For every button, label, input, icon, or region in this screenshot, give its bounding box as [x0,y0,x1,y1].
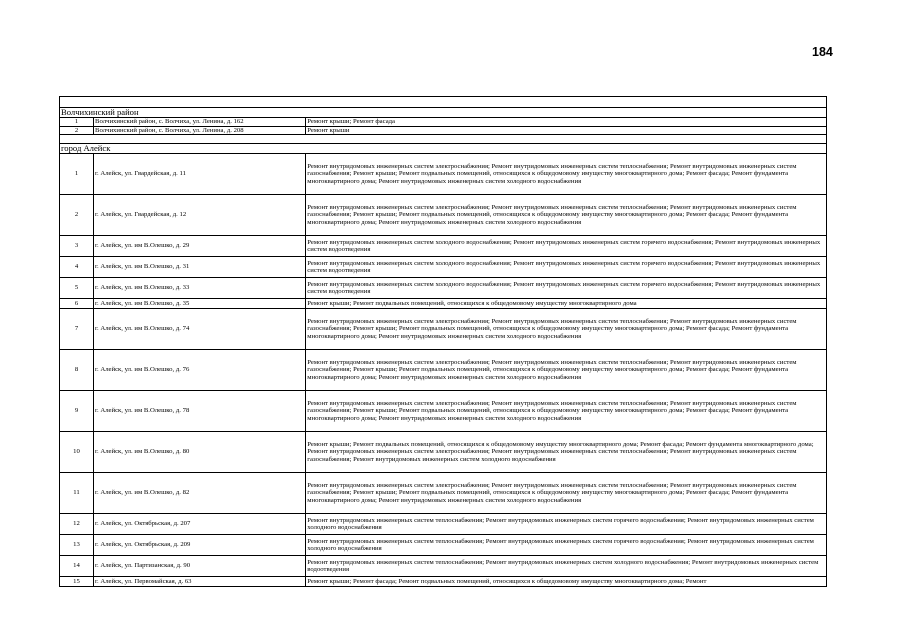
table-row [60,299,827,309]
row-address: г. Алейск, ул. им В.Олешко, д. 78 [94,391,306,432]
table-row [60,391,827,432]
page-number: 184 [812,45,833,59]
row-works: Ремонт внутридомовых инженерных систем теплоснабжения; Ремонт внутридомовых инженерных систем горячего водоснабжения; Ремонт внутридомовых инженерных систем холодного водоснабжения [306,535,827,556]
row-address: г. Алейск, ул. им В.Олешко, д. 80 [94,432,306,473]
row-works: Ремонт крыши; Ремонт подвальных помещений, относящихся к общедомовому имуществу многоквартирного дома [306,299,827,309]
row-address: г. Алейск, ул. Октябрьская, д. 207 [94,514,306,535]
table-row [60,154,827,195]
row-address: г. Алейск, ул. Партизанская, д. 90 [94,556,306,577]
row-number: 2 [60,195,94,236]
row-works: Ремонт внутридомовых инженерных систем холодного водоснабжения; Ремонт внутридомовых инженерных систем горячего водоснабжения; Ремонт внутридомовых инженерных систем водоотведения [306,278,827,299]
table-row [60,309,827,350]
row-number: 8 [60,350,94,391]
row-works: Ремонт внутридомовых инженерных систем электроснабжения; Ремонт внутридомовых инженерных систем теплоснабжения; Ремонт внутридомовых инженерных систем газоснабжения; Ремонт крыши; Ремонт подвальных помещений, относящихся к общедомовому имуществу многоквартирного дома; Ремонт фасада; Ремонт фундамента многоквартирного дома; Ремонт внутридомовых инженерных систем холодного водоснабжения [306,309,827,350]
row-works: Ремонт внутридомовых инженерных систем теплоснабжения; Ремонт внутридомовых инженерных систем холодного водоснабжения; Ремонт внутридомовых инженерных систем водоотведения [306,556,827,577]
table-row [60,257,827,278]
row-number: 4 [60,257,94,278]
row-number: 14 [60,556,94,577]
row-works: Ремонт внутридомовых инженерных систем электроснабжения; Ремонт внутридомовых инженерных систем теплоснабжения; Ремонт внутридомовых инженерных систем газоснабжения; Ремонт крыши; Ремонт подвальных помещений, относящихся к общедомовому имуществу многоквартирного дома; Ремонт фасада; Ремонт фундамента многоквартирного дома; Ремонт внутридомовых инженерных систем холодного водоснабжения [306,473,827,514]
row-address: г. Алейск, ул. им В.Олешко, д. 76 [94,350,306,391]
row-number: 3 [60,236,94,257]
row-number: 5 [60,278,94,299]
row-works: Ремонт внутридомовых инженерных систем электроснабжения; Ремонт внутридомовых инженерных систем теплоснабжения; Ремонт внутридомовых инженерных систем газоснабжения; Ремонт крыши; Ремонт подвальных помещений, относящихся к общедомовому имуществу многоквартирного дома; Ремонт фасада; Ремонт фундамента многоквартирного дома; Ремонт внутридомовых инженерных систем холодного водоснабжения [306,154,827,195]
row-number: 6 [60,299,94,309]
table-row [60,350,827,391]
row-address: г. Алейск, ул. им В.Олешко, д. 74 [94,309,306,350]
row-number: 15 [60,577,94,587]
row-works: Ремонт внутридомовых инженерных систем теплоснабжения; Ремонт внутридомовых инженерных систем горячего водоснабжения; Ремонт внутридомовых инженерных систем холодного водоснабжения [306,514,827,535]
section-spacer [60,135,827,144]
section-title: Волчихинский район [60,108,827,118]
row-number: 1 [60,154,94,195]
row-number: 7 [60,309,94,350]
row-address: г. Алейск, ул. Гвардейская, д. 12 [94,195,306,236]
row-works: Ремонт внутридомовых инженерных систем холодного водоснабжения; Ремонт внутридомовых инженерных систем горячего водоснабжения; Ремонт внутридомовых инженерных систем водоотведения [306,257,827,278]
table-row [60,473,827,514]
table-body [60,97,827,587]
table-row [60,514,827,535]
section-title: город Алейск [60,144,827,154]
table-row [60,432,827,473]
row-works: Ремонт внутридомовых инженерных систем холодного водоснабжения; Ремонт внутридомовых инженерных систем горячего водоснабжения; Ремонт внутридомовых инженерных систем водоотведения [306,236,827,257]
table-row [60,577,827,587]
row-works: Ремонт крыши; Ремонт фасада; Ремонт подвальных помещений, относящихся к общедомовому имуществу многоквартирного дома; Ремонт [306,577,827,587]
row-address: г. Алейск, ул. им В.Олешко, д. 82 [94,473,306,514]
table-row [60,236,827,257]
row-number: 9 [60,391,94,432]
row-address: г. Алейск, ул. им В.Олешко, д. 33 [94,278,306,299]
row-address: Волчихинский район, с. Волчиха, ул. Ленина, д. 162 [94,118,306,127]
row-number: 12 [60,514,94,535]
row-number: 10 [60,432,94,473]
row-address: г. Алейск, ул. им В.Олешко, д. 35 [94,299,306,309]
section-header-row [60,144,827,154]
row-number: 11 [60,473,94,514]
table-row [60,118,827,127]
works-table [59,96,827,587]
row-works: Ремонт внутридомовых инженерных систем электроснабжения; Ремонт внутридомовых инженерных систем теплоснабжения; Ремонт внутридомовых инженерных систем газоснабжения; Ремонт крыши; Ремонт подвальных помещений, относящихся к общедомовому имуществу многоквартирного дома; Ремонт фасада; Ремонт фундамента многоквартирного дома; Ремонт внутридомовых инженерных систем холодного водоснабжения [306,350,827,391]
row-number: 1 [60,118,94,127]
row-number: 2 [60,126,94,135]
row-address: г. Алейск, ул. Октябрьская, д. 209 [94,535,306,556]
table-row [60,535,827,556]
row-number: 13 [60,535,94,556]
table-row [60,278,827,299]
table-row [60,195,827,236]
row-address: Волчихинский район, с. Волчиха, ул. Ленина, д. 208 [94,126,306,135]
row-address: г. Алейск, ул. им В.Олешко, д. 31 [94,257,306,278]
row-works: Ремонт внутридомовых инженерных систем электроснабжения; Ремонт внутридомовых инженерных систем теплоснабжения; Ремонт внутридомовых инженерных систем газоснабжения; Ремонт крыши; Ремонт подвальных помещений, относящихся к общедомовому имуществу многоквартирного дома; Ремонт фасада; Ремонт фундамента многоквартирного дома; Ремонт внутридомовых инженерных систем холодного водоснабжения [306,391,827,432]
table-row [60,126,827,135]
row-address: г. Алейск, ул. им В.Олешко, д. 29 [94,236,306,257]
row-works: Ремонт крыши; Ремонт фасада [306,118,827,127]
row-works: Ремонт внутридомовых инженерных систем электроснабжения; Ремонт внутридомовых инженерных систем теплоснабжения; Ремонт внутридомовых инженерных систем газоснабжения; Ремонт крыши; Ремонт подвальных помещений, относящихся к общедомовому имуществу многоквартирного дома; Ремонт фасада; Ремонт фундамента многоквартирного дома; Ремонт внутридомовых инженерных систем холодного водоснабжения [306,195,827,236]
row-works: Ремонт крыши [306,126,827,135]
table-row [60,556,827,577]
row-address: г. Алейск, ул. Первомайская, д. 63 [94,577,306,587]
section-header-row [60,108,827,118]
table-top-spacer [60,97,827,108]
row-works: Ремонт крыши; Ремонт подвальных помещений, относящихся к общедомовому имуществу многоквартирного дома; Ремонт фасада; Ремонт фундамента многоквартирного дома; Ремонт внутридомовых инженерных систем электроснабжения; Ремонт внутридомовых инженерных систем теплоснабжения; Ремонт внутридомовых инженерных систем газоснабжения; Ремонт внутридомовых инженерных систем холодного водоснабжения [306,432,827,473]
row-address: г. Алейск, ул. Гвардейская, д. 11 [94,154,306,195]
